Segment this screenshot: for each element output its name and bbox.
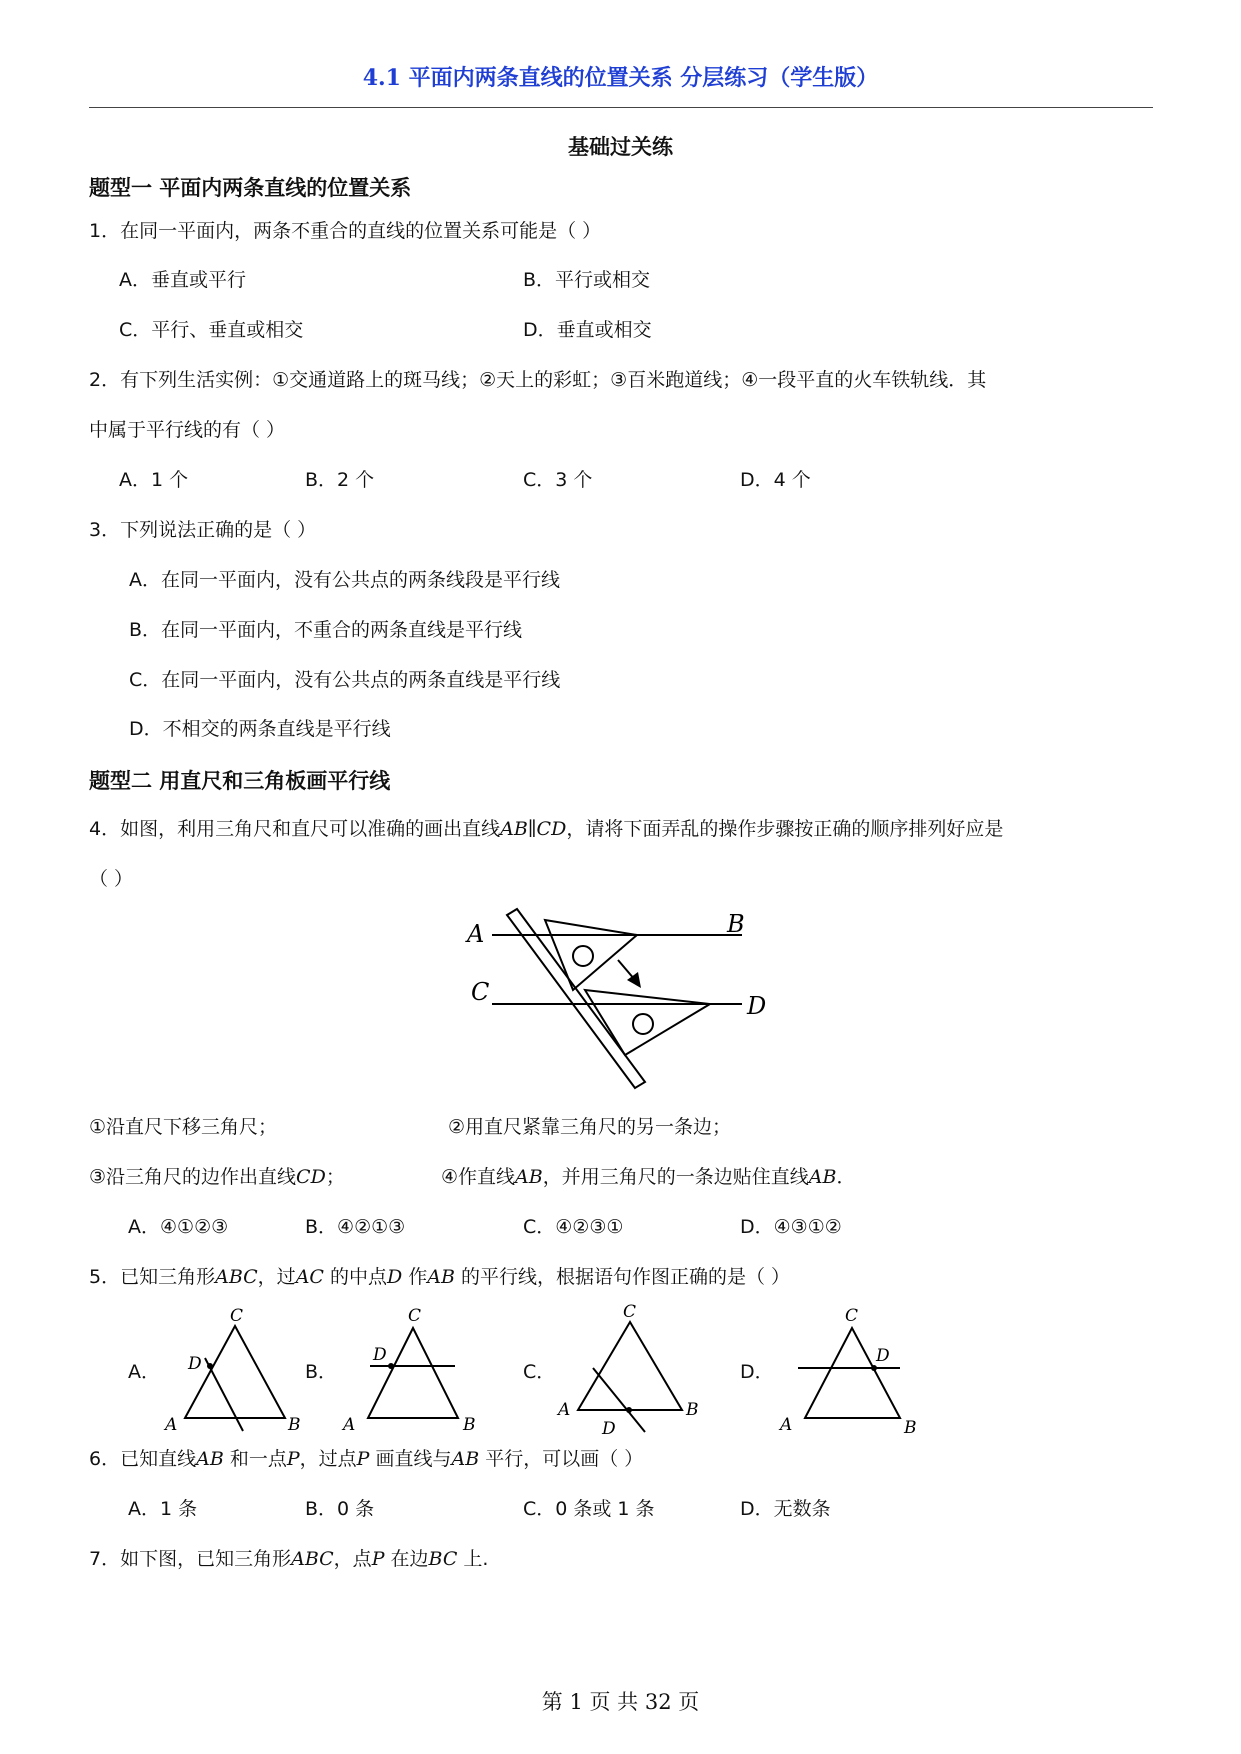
q6-stem-m3: P (356, 1448, 370, 1470)
q6-option-c: C．0 条或 1 条 (523, 1498, 655, 1520)
label-a: A (467, 920, 485, 948)
q4-step-2: ②用直尺紧靠三角尺的另一条边； (448, 1116, 732, 1138)
q2-option-b: B．2 个 (305, 469, 375, 491)
q5a-label-c: C (230, 1306, 244, 1326)
q6-stem-m4: AB (451, 1448, 480, 1470)
q5c-label-d: D (602, 1419, 616, 1439)
q5-option-a-letter: A． (128, 1361, 160, 1383)
label-c: C (471, 978, 490, 1006)
q4-option-c: C．④②③① (523, 1216, 624, 1238)
q7-stem (89, 1546, 488, 1572)
q5c-line (593, 1368, 645, 1432)
q6-option-d: D．无数条 (740, 1498, 831, 1520)
q7-stem-m2: P (371, 1548, 385, 1570)
q2-option-d: D．4 个 (740, 469, 811, 491)
q5-stem (89, 1264, 790, 1290)
type1-heading: 题型一 平面内两条直线的位置关系 (89, 176, 412, 200)
q7-stem-2: ，点 (333, 1548, 372, 1570)
q5-stem-m4: AB (427, 1266, 455, 1288)
q4-stem (89, 816, 1003, 842)
q4-step4-suffix: ． (836, 1166, 856, 1188)
q4-step-4 (441, 1164, 855, 1190)
q6-stem-m2: P (286, 1448, 300, 1470)
q5d-label-d: D (876, 1346, 890, 1366)
q2-stem-line2: 中属于平行线的有（ ） (89, 419, 286, 441)
q5-option-c-letter: C． (523, 1361, 556, 1383)
q6-stem-1: 6．已知直线 (89, 1448, 197, 1470)
type2-heading: 题型二 用直尺和三角板画平行线 (89, 769, 391, 793)
q4-stem-math: AB∥CD (500, 818, 567, 840)
q4-step-1: ①沿直尺下移三角尺； (89, 1116, 278, 1138)
q5-stem-m1: ABC (215, 1266, 258, 1288)
q4-option-b: B．④②①③ (305, 1216, 406, 1238)
q5c-label-b: B (686, 1400, 699, 1420)
label-d: D (747, 992, 767, 1020)
q7-stem-1: 7．如下图，已知三角形 (89, 1548, 292, 1570)
q2-option-c: C．3 个 (523, 469, 593, 491)
q7-stem-3: 在边 (384, 1548, 429, 1570)
q5-stem-m2: AC (295, 1266, 324, 1288)
q3-option-c: C．在同一平面内，没有公共点的两条直线是平行线 (129, 669, 561, 691)
document-title: 4.1 平面内两条直线的位置关系 分层练习（学生版） (362, 65, 879, 91)
q5b-label-c: C (408, 1306, 422, 1326)
q3-option-a: A．在同一平面内，没有公共点的两条线段是平行线 (129, 569, 560, 591)
q4-step-3 (89, 1164, 345, 1190)
q5c-point-d (626, 1407, 632, 1413)
q4-stem-line2: （ ） (89, 868, 134, 890)
q3-option-b: B．在同一平面内，不重合的两条直线是平行线 (129, 619, 523, 641)
q1-option-d: D．垂直或相交 (523, 319, 652, 341)
header-divider (89, 107, 1153, 108)
q5c-label-c: C (623, 1302, 637, 1322)
q5a-label-a: A (165, 1415, 178, 1435)
q4-step4-math1: AB (515, 1166, 543, 1188)
q1-stem: 1．在同一平面内，两条不重合的直线的位置关系可能是（ ） (89, 220, 602, 242)
q5a-label-b: B (288, 1415, 301, 1435)
q5c-triangle (578, 1322, 682, 1410)
triangle-upper-hole (573, 946, 593, 966)
q5-figure-b (335, 1306, 490, 1436)
q6-stem-m1: AB (196, 1448, 224, 1470)
q5a-label-d: D (188, 1354, 202, 1374)
q7-stem-m3: BC (428, 1548, 458, 1570)
q5b-label-b: B (463, 1415, 476, 1435)
q5a-line (205, 1358, 243, 1431)
q5-stem-4: 作 (402, 1266, 428, 1288)
q1-option-c: C．平行、垂直或相交 (119, 319, 304, 341)
q5-figure-a (160, 1306, 310, 1436)
q5-figure-d (770, 1306, 930, 1436)
q4-stem-prefix: 4．如图，利用三角尺和直尺可以准确的画出直线 (89, 818, 501, 840)
q3-stem: 3．下列说法正确的是（ ） (89, 519, 317, 541)
q5-option-b-letter: B． (305, 1361, 338, 1383)
q5b-label-d: D (373, 1345, 387, 1365)
q7-stem-4: 上. (457, 1548, 489, 1570)
q5-stem-2: ，过 (257, 1266, 296, 1288)
q5c-label-a: A (558, 1400, 571, 1420)
q5b-triangle (368, 1328, 458, 1418)
q4-step3-suffix: ； (325, 1166, 345, 1188)
page-number: 第 1 页 共 32 页 (541, 1690, 700, 1714)
q4-step3-prefix: ③沿三角尺的边作出直线 (89, 1166, 297, 1188)
q5-stem-1: 5．已知三角形 (89, 1266, 216, 1288)
q6-option-b: B．0 条 (305, 1498, 375, 1520)
q4-step3-math: CD (296, 1166, 326, 1188)
q6-option-a: A．1 条 (128, 1498, 198, 1520)
q1-option-a: A．垂直或平行 (119, 269, 246, 291)
q6-stem-4: 画直线与 (369, 1448, 452, 1470)
q4-step4-prefix: ④作直线 (441, 1166, 516, 1188)
section-title: 基础过关练 (568, 135, 673, 159)
q5-stem-5: 的平行线，根据语句作图正确的是（ ） (454, 1266, 791, 1288)
q3-option-d: D．不相交的两条直线是平行线 (129, 718, 391, 740)
q5-stem-m3: D (387, 1266, 403, 1288)
label-b: B (727, 910, 745, 938)
q4-option-d: D．④③①② (740, 1216, 842, 1238)
q4-stem-suffix: ，请将下面弄乱的操作步骤按正确的顺序排列好应是 (566, 818, 1004, 840)
q1-option-b: B．平行或相交 (523, 269, 651, 291)
q5-stem-3: 的中点 (323, 1266, 387, 1288)
q6-stem (89, 1446, 643, 1472)
q2-option-a: A．1 个 (119, 469, 189, 491)
triangle-lower-hole (633, 1014, 653, 1034)
q5d-triangle (805, 1328, 900, 1418)
q5b-label-a: A (343, 1415, 356, 1435)
q5d-label-a: A (780, 1415, 793, 1435)
q2-stem-line1: 2．有下列生活实例：①交通道路上的斑马线；②天上的彩虹；③百米跑道线；④一段平直的火车铁轨线．其 (89, 369, 987, 391)
q5d-label-b: B (904, 1418, 917, 1436)
q6-stem-5: 平行，可以画（ ） (479, 1448, 644, 1470)
q5-option-d-letter: D． (740, 1361, 774, 1383)
q5b-point-d (388, 1363, 394, 1369)
q4-ruler-triangle-figure (455, 900, 785, 1100)
q7-stem-m1: ABC (291, 1548, 334, 1570)
q5a-point-d (207, 1363, 213, 1369)
q4-option-a: A．④①②③ (128, 1216, 229, 1238)
q6-stem-2: 和一点 (223, 1448, 287, 1470)
q6-stem-3: ，过点 (299, 1448, 357, 1470)
q5-figure-c (550, 1300, 705, 1440)
q4-step4-math2: AB (808, 1166, 837, 1188)
q5d-label-c: C (845, 1306, 859, 1326)
q4-step4-mid: ，并用三角尺的一条边贴住直线 (542, 1166, 809, 1188)
